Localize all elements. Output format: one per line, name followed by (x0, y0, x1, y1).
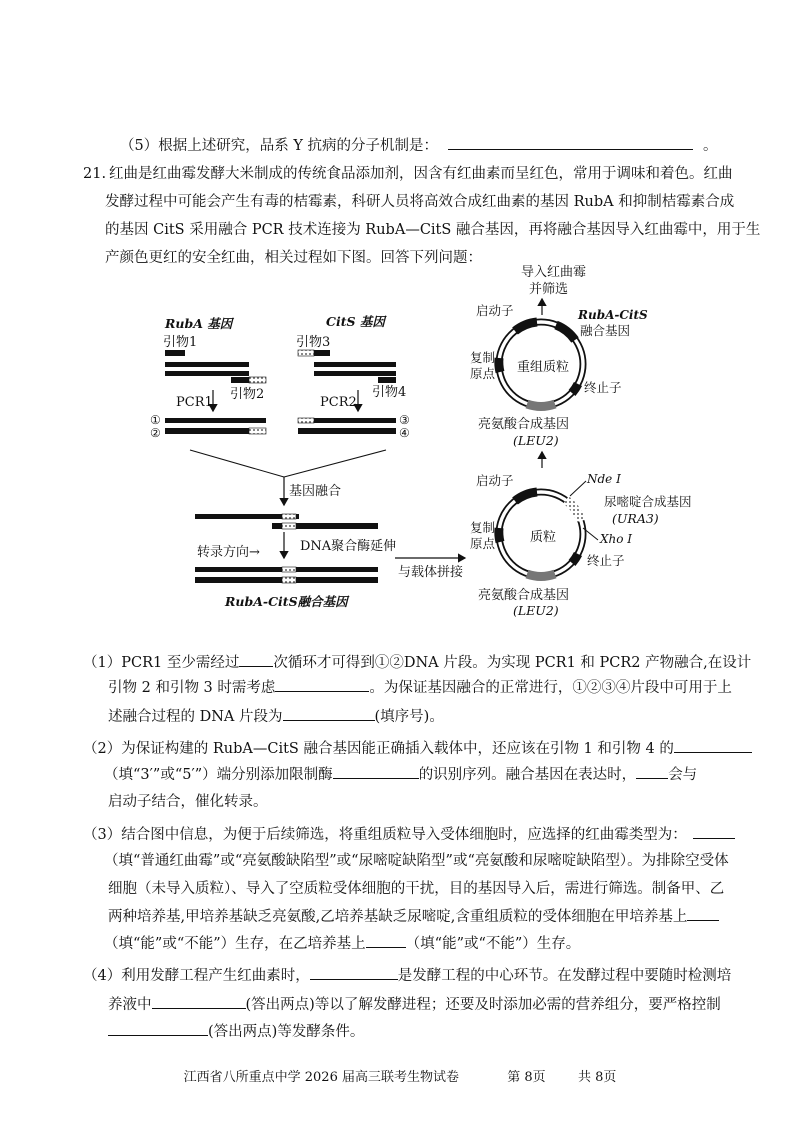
recomb-fusion-label-a: RubA-CitS (578, 308, 648, 322)
sub2-blank-2[interactable] (333, 764, 419, 779)
fragment-3 (314, 418, 396, 423)
vector-term-label: 终止子 (587, 553, 625, 568)
fragment-3-tail (298, 418, 314, 423)
sub3-blank-3[interactable] (366, 933, 406, 948)
recomb-term-mark (572, 384, 578, 393)
vector-ura-mark (566, 500, 581, 521)
fusion-label: 基因融合 (289, 484, 342, 499)
ura-label: 尿嘧啶合成基因 (604, 494, 692, 509)
vector-ori-mark (499, 528, 500, 542)
sub2-line1: （2）为保证构建的 RubA—CitS 融合基因能正确插入载体中，还应该在引物 1 和引物 4 的 (83, 738, 752, 759)
q21-intro-3: 的基因 CitS 采用融合 PCR 技术连接为 RubA—CitS 融合基因，再将融合基因导入红曲霉中，用于生 (105, 222, 761, 238)
primer1-label: 引物1 (163, 335, 198, 350)
footer-school: 江西省八所重点中学 2026 届高三联考生物试卷 (183, 1070, 459, 1085)
sub2-blank-3[interactable] (636, 764, 668, 779)
cits-gene-label: CitS 基因 (326, 314, 385, 329)
fragment-2 (165, 428, 249, 434)
footer-page: 第 8页 (507, 1070, 546, 1085)
vector-promoter-mark (515, 492, 537, 501)
primer3-strand (314, 350, 330, 356)
sub3-line2: （填“普通红曲霉”或“亮氨酸缺陷型”或“尿嘧啶缺陷型”或“亮氨酸和尿嘧啶缺陷型）。为排除空受体 (104, 853, 729, 869)
q20-5-line: （5）根据上述研究，品系 Y 抗病的分子机制是： 。 (120, 135, 718, 156)
c4-label: ④ (399, 426, 410, 440)
ura3-label: (URA3) (612, 511, 659, 526)
sub1-line2: 引物 2 和引物 3 时需考虑 。为保证基因融合的正常进行，①②③④片段中可用于上 (108, 677, 732, 698)
sub2-line2: （填“3′”或“5′”）端分别添加限制酶 的识别序列。融合基因在表达时， 会与 (104, 764, 697, 785)
vector-ori-label-a: 复制 (470, 520, 496, 535)
primer1-strand (165, 350, 185, 356)
cits-strand-bottom (314, 371, 396, 376)
recomb-fusion-label-b: 融合基因 (580, 323, 631, 338)
recomb-ori-label-b: 原点 (470, 366, 496, 381)
import-label: 导入红曲霉 (521, 265, 587, 280)
fusion-gene-label: RubA-CitS融合基因 (225, 594, 348, 609)
ligate-label: 与载体拼接 (398, 565, 464, 580)
primer4-label: 引物4 (372, 385, 407, 400)
fragment-4 (298, 428, 396, 434)
ruba-gene-label: RubA 基因 (165, 316, 233, 331)
sub3-blank-2[interactable] (687, 906, 719, 921)
merge-line-right (284, 450, 386, 477)
sub3-line4: 两种培养基,甲培养基缺乏亮氨酸,乙培养基缺乏尿嘧啶,含重组质粒的受体细胞在甲培养基上 (108, 906, 719, 927)
recomb-label: 重组质粒 (517, 360, 570, 375)
xhoi-label: Xho Ⅰ (600, 532, 633, 546)
sub3-line1: （3）结合图中信息，为便于后续筛选，将重组质粒导入受体细胞时，应选择的红曲霉类型为： (83, 824, 735, 845)
sub1-blank-3[interactable] (283, 706, 375, 721)
sub3-line3: 细胞（未导入质粒）、导入了空质粒受体细胞的干扰，目的基因导入后，需进行筛选。制备甲、乙 (108, 881, 725, 897)
dna-pol-label: DNA聚合酶延伸 (300, 539, 397, 554)
sub2-line3: 启动子结合，催化转录。 (108, 794, 268, 810)
vector-leu2-label: (LEU2) (513, 603, 559, 618)
vector-leu-mark (527, 574, 555, 576)
sub4-blank-2[interactable] (152, 994, 246, 1009)
ndei-pointer (570, 481, 586, 496)
sub4-blank-3[interactable] (108, 1021, 208, 1036)
pcr1-label: PCR1 (176, 395, 213, 410)
q21-number: 21. (83, 166, 107, 182)
vector-leu-label: 亮氨酸合成基因 (478, 588, 570, 603)
primer2-tail (249, 377, 266, 383)
vector-ori-label-b: 原点 (470, 536, 496, 551)
sub2-blank-1[interactable] (674, 738, 752, 753)
recomb-term-label: 终止子 (584, 380, 622, 395)
sub4-line1: （4）利用发酵工程产生红曲素时， 是发酵工程的中心环节。在发酵过程中要随时检测培 (83, 965, 731, 986)
merge-line-left (190, 450, 284, 477)
sub3-blank-1[interactable] (693, 824, 735, 839)
vector-term-mark (572, 554, 578, 563)
c1-label: ① (150, 413, 161, 427)
page-footer (0, 1066, 800, 1085)
ruba-strand-bottom (165, 371, 249, 376)
c3-label: ③ (399, 413, 410, 427)
recomb-leu-mark (527, 404, 555, 406)
ruba-strand-top (165, 362, 249, 367)
ndei-label: Nde Ⅰ (587, 472, 621, 486)
q21-intro-1: 红曲是红曲霉发酵大米制成的传统食品添加剂，因含有红曲素而呈红色，常用于调味和着色。红曲 (109, 166, 733, 182)
sub1-blank-1[interactable] (239, 652, 273, 667)
annealed-top-tail (282, 514, 296, 519)
fragment-2-tail (249, 428, 266, 434)
sub1-blank-2[interactable] (275, 677, 369, 692)
fused-bottom-tail (282, 577, 296, 583)
primer3-label: 引物3 (296, 335, 331, 350)
recomb-promoter-label: 启动子 (476, 303, 514, 318)
vector-label: 质粒 (530, 530, 557, 545)
sub1-line1: （1）PCR1 至少需经过 次循环才可得到①②DNA 片段。为实现 PCR1 和 PCR2 产物融合,在设计 (83, 652, 751, 673)
primer3-tail (298, 350, 314, 356)
sub4-blank-1[interactable] (310, 965, 398, 980)
sub4-line3: (答出两点)等发酵条件。 (108, 1021, 364, 1042)
screen-label: 并筛选 (529, 282, 569, 297)
sub1-line3: 述融合过程的 DNA 片段为 (填序号)。 (108, 706, 444, 727)
recomb-leu-label: 亮氨酸合成基因 (478, 417, 570, 432)
direction-label: 转录方向→ (197, 545, 260, 560)
recomb-ori-mark (499, 358, 500, 372)
vector-promoter-label: 启动子 (476, 473, 514, 488)
pcr2-label: PCR2 (320, 395, 357, 410)
annealed-bottom-tail (282, 523, 296, 529)
recomb-promoter-mark (515, 322, 537, 331)
primer2-strand (231, 377, 249, 383)
q21-intro-4: 产颜色更红的安全红曲，相关过程如下图。回答下列问题： (105, 250, 482, 266)
footer-total: 共 8页 (577, 1070, 617, 1085)
recomb-ori-label-a: 复制 (470, 350, 496, 365)
primer2-label: 引物2 (230, 387, 265, 402)
fragment-1 (165, 418, 266, 423)
recomb-fusion-mark (556, 325, 575, 340)
sub3-line5: （填“能”或“不能”）生存，在乙培养基上 （填“能”或“不能”）生存。 (104, 933, 580, 954)
c2-label: ② (150, 426, 161, 440)
recomb-leu2-label: (LEU2) (513, 433, 559, 448)
primer4-strand (378, 377, 396, 383)
fused-top-tail (282, 567, 296, 572)
cits-strand-top (314, 362, 396, 367)
q21-intro-2: 发酵过程中可能会产生有毒的桔霉素，科研人员将高效合成红曲素的基因 RubA 和抑制桔霉素合成 (105, 194, 735, 210)
sub4-line2: 养液中 (答出两点)等以了解发酵进程；还要及时添加必需的营养组分，要严格控制 (108, 994, 721, 1015)
